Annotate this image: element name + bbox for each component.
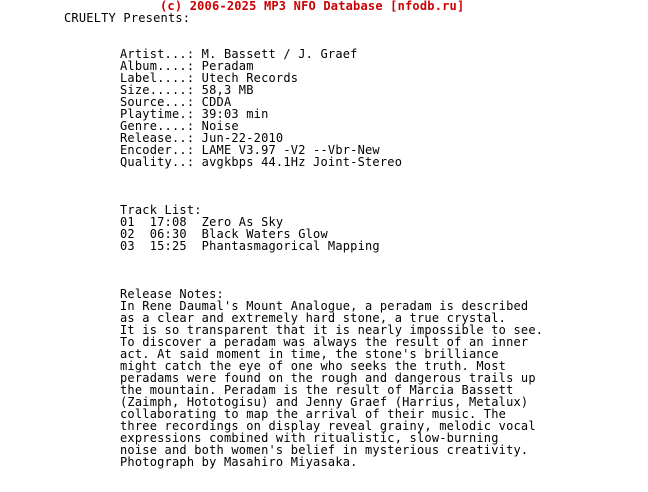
notes-line: expressions combined with ritualistic, slow-burning — [120, 431, 499, 445]
info-release: Release..: Jun-22-2010 — [120, 131, 284, 145]
notes-line: might catch the eye of one who seeks the truth. Most — [120, 359, 507, 373]
track-row: 03 15:25 Phantasmagorical Mapping — [120, 239, 380, 253]
track-row: 01 17:08 Zero As Sky — [120, 215, 284, 229]
info-quality: Quality..: avgkbps 44.1Hz Joint-Stereo — [120, 155, 403, 169]
info-source: Source...: CDDA — [120, 95, 232, 109]
info-album: Album....: Peradam — [120, 59, 254, 73]
notes-line: three recordings on display reveal grainy, melodic vocal — [120, 419, 536, 433]
notes-line: peradams were found on the rough and dangerous trails up — [120, 371, 536, 385]
info-artist: Artist...: M. Bassett / J. Graef — [120, 47, 358, 61]
info-genre: Genre....: Noise — [120, 119, 239, 133]
notes-line: In Rene Daumal's Mount Analogue, a peradam is described — [120, 299, 529, 313]
info-encoder: Encoder..: LAME V3.97 -V2 --Vbr-New — [120, 143, 380, 157]
info-label: Label....: Utech Records — [120, 71, 299, 85]
notes-line: act. At said moment in time, the stone's brilliance — [120, 347, 499, 361]
notes-line: collaborating to map the arrival of their music. The — [120, 407, 507, 421]
info-size: Size.....: 58,3 MB — [120, 83, 254, 97]
notes-line: To discover a peradam was always the result of an inner — [120, 335, 529, 349]
track-row: 02 06:30 Black Waters Glow — [120, 227, 328, 241]
notes-line: the mountain. Peradam is the result of Marcia Bassett — [120, 383, 514, 397]
notes-line: It is so transparent that it is nearly impossible to see. — [120, 323, 544, 337]
notes-line: as a clear and extremely hard stone, a true crystal. — [120, 311, 507, 325]
notes-line: (Zaimph, Hototogisu) and Jenny Graef (Harrius, Metalux) — [120, 395, 529, 409]
tracklist-title: Track List: — [120, 203, 202, 217]
presents-line: CRUELTY Presents: — [64, 11, 191, 25]
notes-line: Photograph by Masahiro Miyasaka. — [120, 455, 358, 469]
notes-line: noise and both women's belief in mysterious creativity. — [120, 443, 529, 457]
release-notes-title: Release Notes: — [120, 287, 224, 301]
info-playtime: Playtime.: 39:03 min — [120, 107, 269, 121]
site-header: (c) 2006-2025 MP3 NFO Database [nfodb.ru] — [160, 0, 465, 13]
